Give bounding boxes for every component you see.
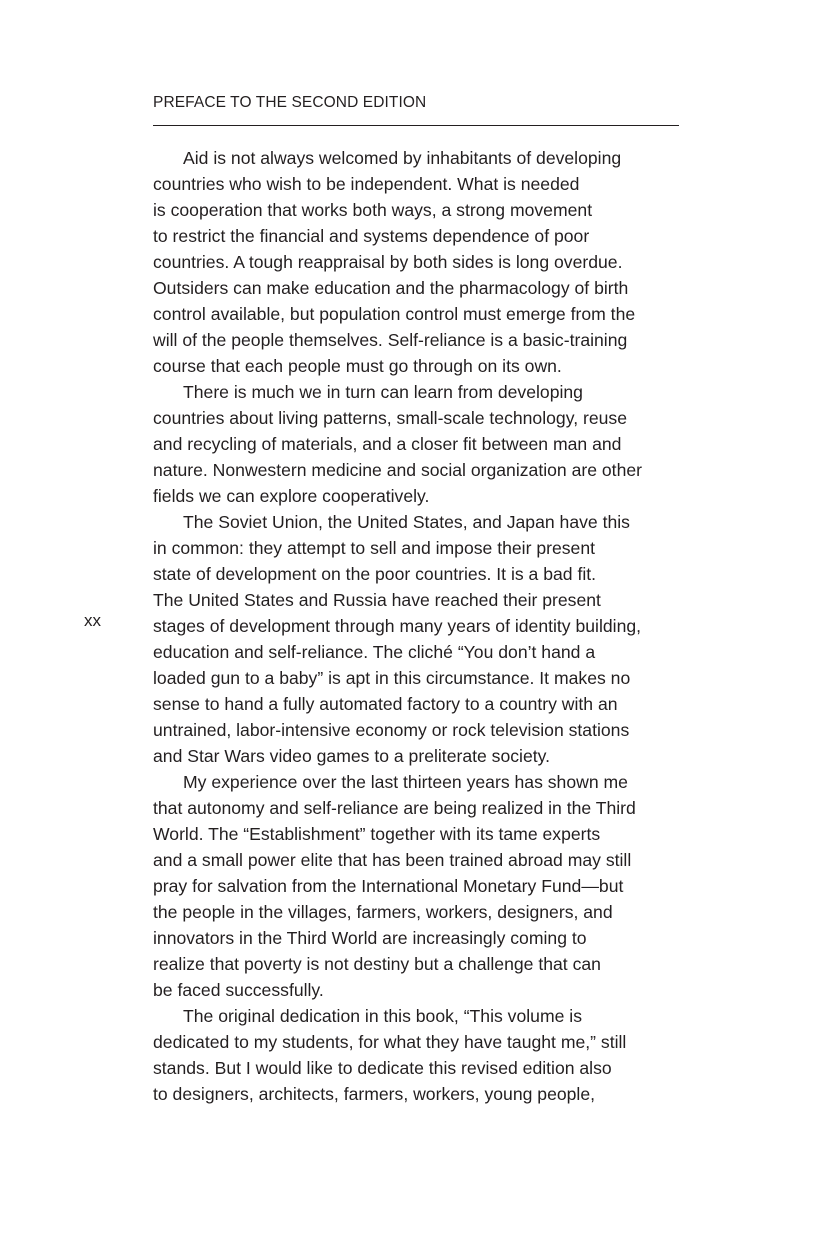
text-line: innovators in the Third World are increasingly coming to [153,928,587,948]
paragraph-first-line: The original dedication in this book, “This volume is [183,1006,582,1026]
text-line: countries. A tough reappraisal by both sides is long overdue. [153,252,623,272]
paragraph-first-line: Aid is not always welcomed by inhabitants of developing [183,148,622,168]
paragraph-first-line: There is much we in turn can learn from developing [183,382,583,402]
text-line: control available, but population control must emerge from the [153,304,636,324]
text-line: the people in the villages, farmers, workers, designers, and [153,902,613,922]
text-line: stages of development through many years of identity building, [153,616,642,636]
text-line: sense to hand a fully automated factory to a country with an [153,694,618,714]
text-line: and a small power elite that has been trained abroad may still [153,850,632,870]
text-line: be faced successfully. [153,980,324,1000]
text-line: countries about living patterns, small-scale technology, reuse [153,408,627,428]
text-line: to designers, architects, farmers, workers, young people, [153,1084,595,1104]
text-line: fields we can explore cooperatively. [153,486,430,506]
text-line: loaded gun to a baby” is apt in this circumstance. It makes no [153,668,631,688]
text-line: untrained, labor-intensive economy or rock television stations [153,720,630,740]
text-line: and recycling of materials, and a closer fit between man and [153,434,622,454]
header-rule [153,125,679,126]
text-line: that autonomy and self-reliance are being realized in the Third [153,798,636,818]
text-line: will of the people themselves. Self-reliance is a basic-training [153,330,628,350]
text-line: World. The “Establishment” together with its tame experts [153,824,601,844]
page-number: xx [84,611,101,630]
text-line: dedicated to my students, for what they have taught me,” still [153,1032,627,1052]
text-line: The United States and Russia have reached their present [153,590,601,610]
text-line: is cooperation that works both ways, a strong movement [153,200,593,220]
text-line: realize that poverty is not destiny but a challenge that can [153,954,601,974]
text-line: stands. But I would like to dedicate this revised edition also [153,1058,612,1078]
text-line: to restrict the financial and systems dependence of poor [153,226,590,246]
body-text [153,145,693,1107]
paragraph-first-line: The Soviet Union, the United States, and Japan have this [183,512,630,532]
text-line: state of development on the poor countries. It is a bad fit. [153,564,597,584]
text-line: nature. Nonwestern medicine and social organization are other [153,460,642,480]
text-line: and Star Wars video games to a preliterate society. [153,746,551,766]
paragraph-first-line: My experience over the last thirteen years has shown me [183,772,628,792]
text-line: pray for salvation from the International Monetary Fund—but [153,876,624,896]
text-line: education and self-reliance. The cliché “You don’t hand a [153,642,596,662]
text-line: in common: they attempt to sell and impose their present [153,538,596,558]
text-line: course that each people must go through on its own. [153,356,562,376]
running-head: PREFACE TO THE SECOND EDITION [153,94,427,111]
text-line: countries who wish to be independent. What is needed [153,174,580,194]
text-line: Outsiders can make education and the pharmacology of birth [153,278,629,298]
